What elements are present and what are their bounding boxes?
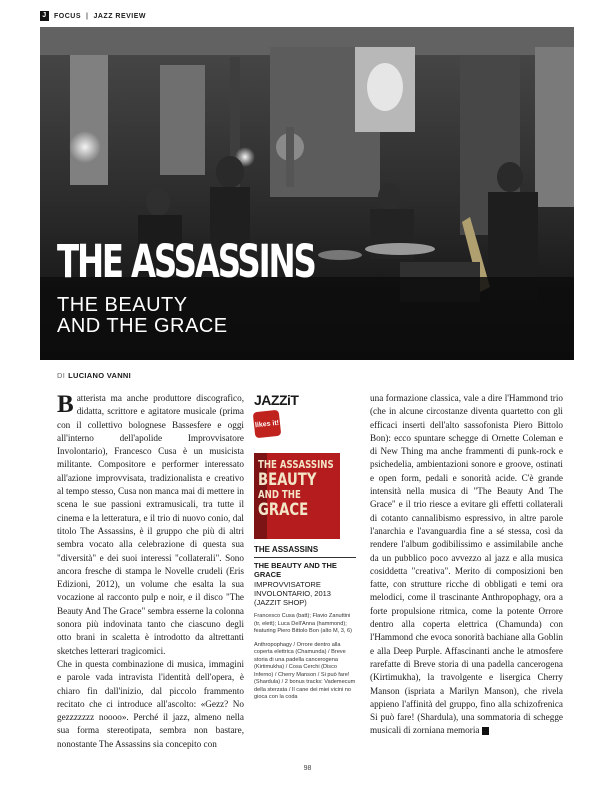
byline — [57, 371, 131, 380]
sidebar-personnel: Francesco Cusa (batt); Flavio Zanuttini (tr, elett); Luca Dell'Anna (hammond); featuring Piero Bittolo Bon (alto M, 3, 6) — [254, 613, 352, 634]
page-number: 98 — [303, 765, 312, 772]
cover-line-1: THE ASSASSINS — [258, 458, 334, 471]
magazine-logo-icon: J — [40, 11, 49, 21]
hero-photo — [40, 27, 574, 360]
likes-it-badge: likes it! — [253, 410, 282, 439]
subsection-label: JAZZ REVIEW — [93, 12, 147, 20]
subtitle-line-2: AND THE GRACE — [57, 315, 228, 337]
page-header — [40, 6, 146, 26]
cover-line-2: BEAUTY — [258, 470, 317, 490]
album-cover — [254, 453, 340, 539]
paragraph-intro — [57, 392, 244, 658]
paragraph-intro-text: atterista ma anche produttore discografico, didatta, scrittore e agitatore musicale (prima con il collettivo bolognese Bassesfere e oggi all'interno dell'apolide Improvvisatore Involontario), Francesco Cusa è un musicista militante. Compositore e performer interessato all'azione improvvisata, tradizionalista e creativo al tempo stesso, Cusa non manca mai di mettere in scena le sue passioni extramusicali, tra tutte il cinema e la letteratura, e il trio di nuovo conio, dal titolo The Assassins, è il gruppo che più di altri sembra vocato alla celebrazione di questa sua "diversità" e dei suoi interessi "collaterali". Sono ancora fresche di stampa le Novelle crudeli (Eris Edizioni, 2012), un volume che esalta la sua vocazione al racconto pulp e noir, e il disco "The Beauty And The Grace" sembra esserne la colonna sonora più indovinata tanto che ciascuno degli otto brani in scaletta è introdotto da altrettanti sketches letterari tragicomici. — [57, 393, 244, 656]
cover-title — [258, 458, 334, 520]
byline-author: LUCIANO VANNI — [68, 371, 132, 380]
cover-line-3: AND THE — [258, 488, 301, 501]
subtitle-line-1: THE BEAUTY — [57, 294, 188, 316]
paragraph-second: Che in questa combinazione di musica, immagini e parole vada intravista l'identità dell'opera, è chiaro fin dall'inizio, dal piccolo frammento recitato che ci introduce all'ascolto: «Gezz? No gezzzzzzz noooo». Perché il jazz, almeno nella sua forma stereotipata, sembra non bastare, nonostante The Assassins sia concepito con — [57, 658, 244, 749]
sidebar-label: IMPROVVISATORE INVOLONTARIO, 2013 (JAZZIT SHOP) — [254, 580, 331, 607]
paragraph-third — [370, 392, 563, 738]
cover-line-4: GRACE — [258, 500, 309, 520]
article-column-1 — [57, 392, 244, 751]
sidebar-album-title: THE BEAUTY AND THE GRACE — [254, 561, 337, 579]
sidebar-divider — [254, 557, 356, 558]
section-label: FOCUS — [54, 12, 81, 20]
jazzit-logo: JAZZiT — [254, 392, 299, 408]
header-divider: | — [86, 12, 89, 20]
byline-prefix: DI — [57, 371, 66, 380]
drop-cap: B — [57, 391, 74, 418]
article-column-2 — [370, 392, 563, 738]
end-mark-icon — [482, 727, 489, 735]
paragraph-third-text: una formazione classica, vale a dire l'Hammond trio (che in alcune circostanze diventa quartetto con gli efficaci inserti dell'alto sassofonista Piero Bittolo Bon): ecco spuntare schegge di Ornette Coleman e di New Thing ma anche frammenti di punk-rock e psichedelia, ambientazioni sonore e groove, ostinati e open form, pedali e sonorità acide. C'è grande intensità nella musica di "The Beauty And The Grace" e il trio riesce a evitare gli effetti collaterali di cotanto cannalibismo espressivo, in altre parole l'anarchia e l'avanguardia fine a sé stessa, così da rendere l'album godibilissimo e assimilabile anche da un pubblico poco avvezzo al jazz e alla musica cosiddetta "creativa". Merito di composizioni ben fatte, con strutture ricche di obbligati e temi ora melodici, come il trascinante Anthropophagy, ora a forte propulsione ritmica, come la potente Orrore dentro alla coperta elettrica (Chamunda) con l'Hammond che evoca sonorità bachiane alla Goblin e alla Deep Purple. Affascinanti anche le atmosfere rarefatte di Breve storia di una padella cancerogena (Kirtimukha), la travolgente e lisergica Cherry Manson (ispriata a Marilyn Manson), che rivela appieno l'affinità del gruppo, fino alla schizofrenica Si può fare! (Shardula), una sommatoria di schegge musicali di zorniana memoria — [370, 393, 563, 736]
album-sidebar — [254, 392, 356, 702]
article-title: THE ASSASSINS — [57, 235, 315, 288]
sidebar-artist: THE ASSASSINS — [254, 545, 319, 554]
article-subtitle — [57, 295, 228, 337]
sidebar-tracklist: Anthropophagy / Orrore dentro alla coperta elettrica (Chamunda) / Breve storia di una padella cancerogena (Kirtimukha) / Cosa Cerchi (Disco Inferno) / Cherry Manson / Si può fare! (Shardula) / 2 bonus tracks: Vademecum della sterzata / Il cane dei miei vicini no gioca con la coda — [254, 641, 356, 700]
